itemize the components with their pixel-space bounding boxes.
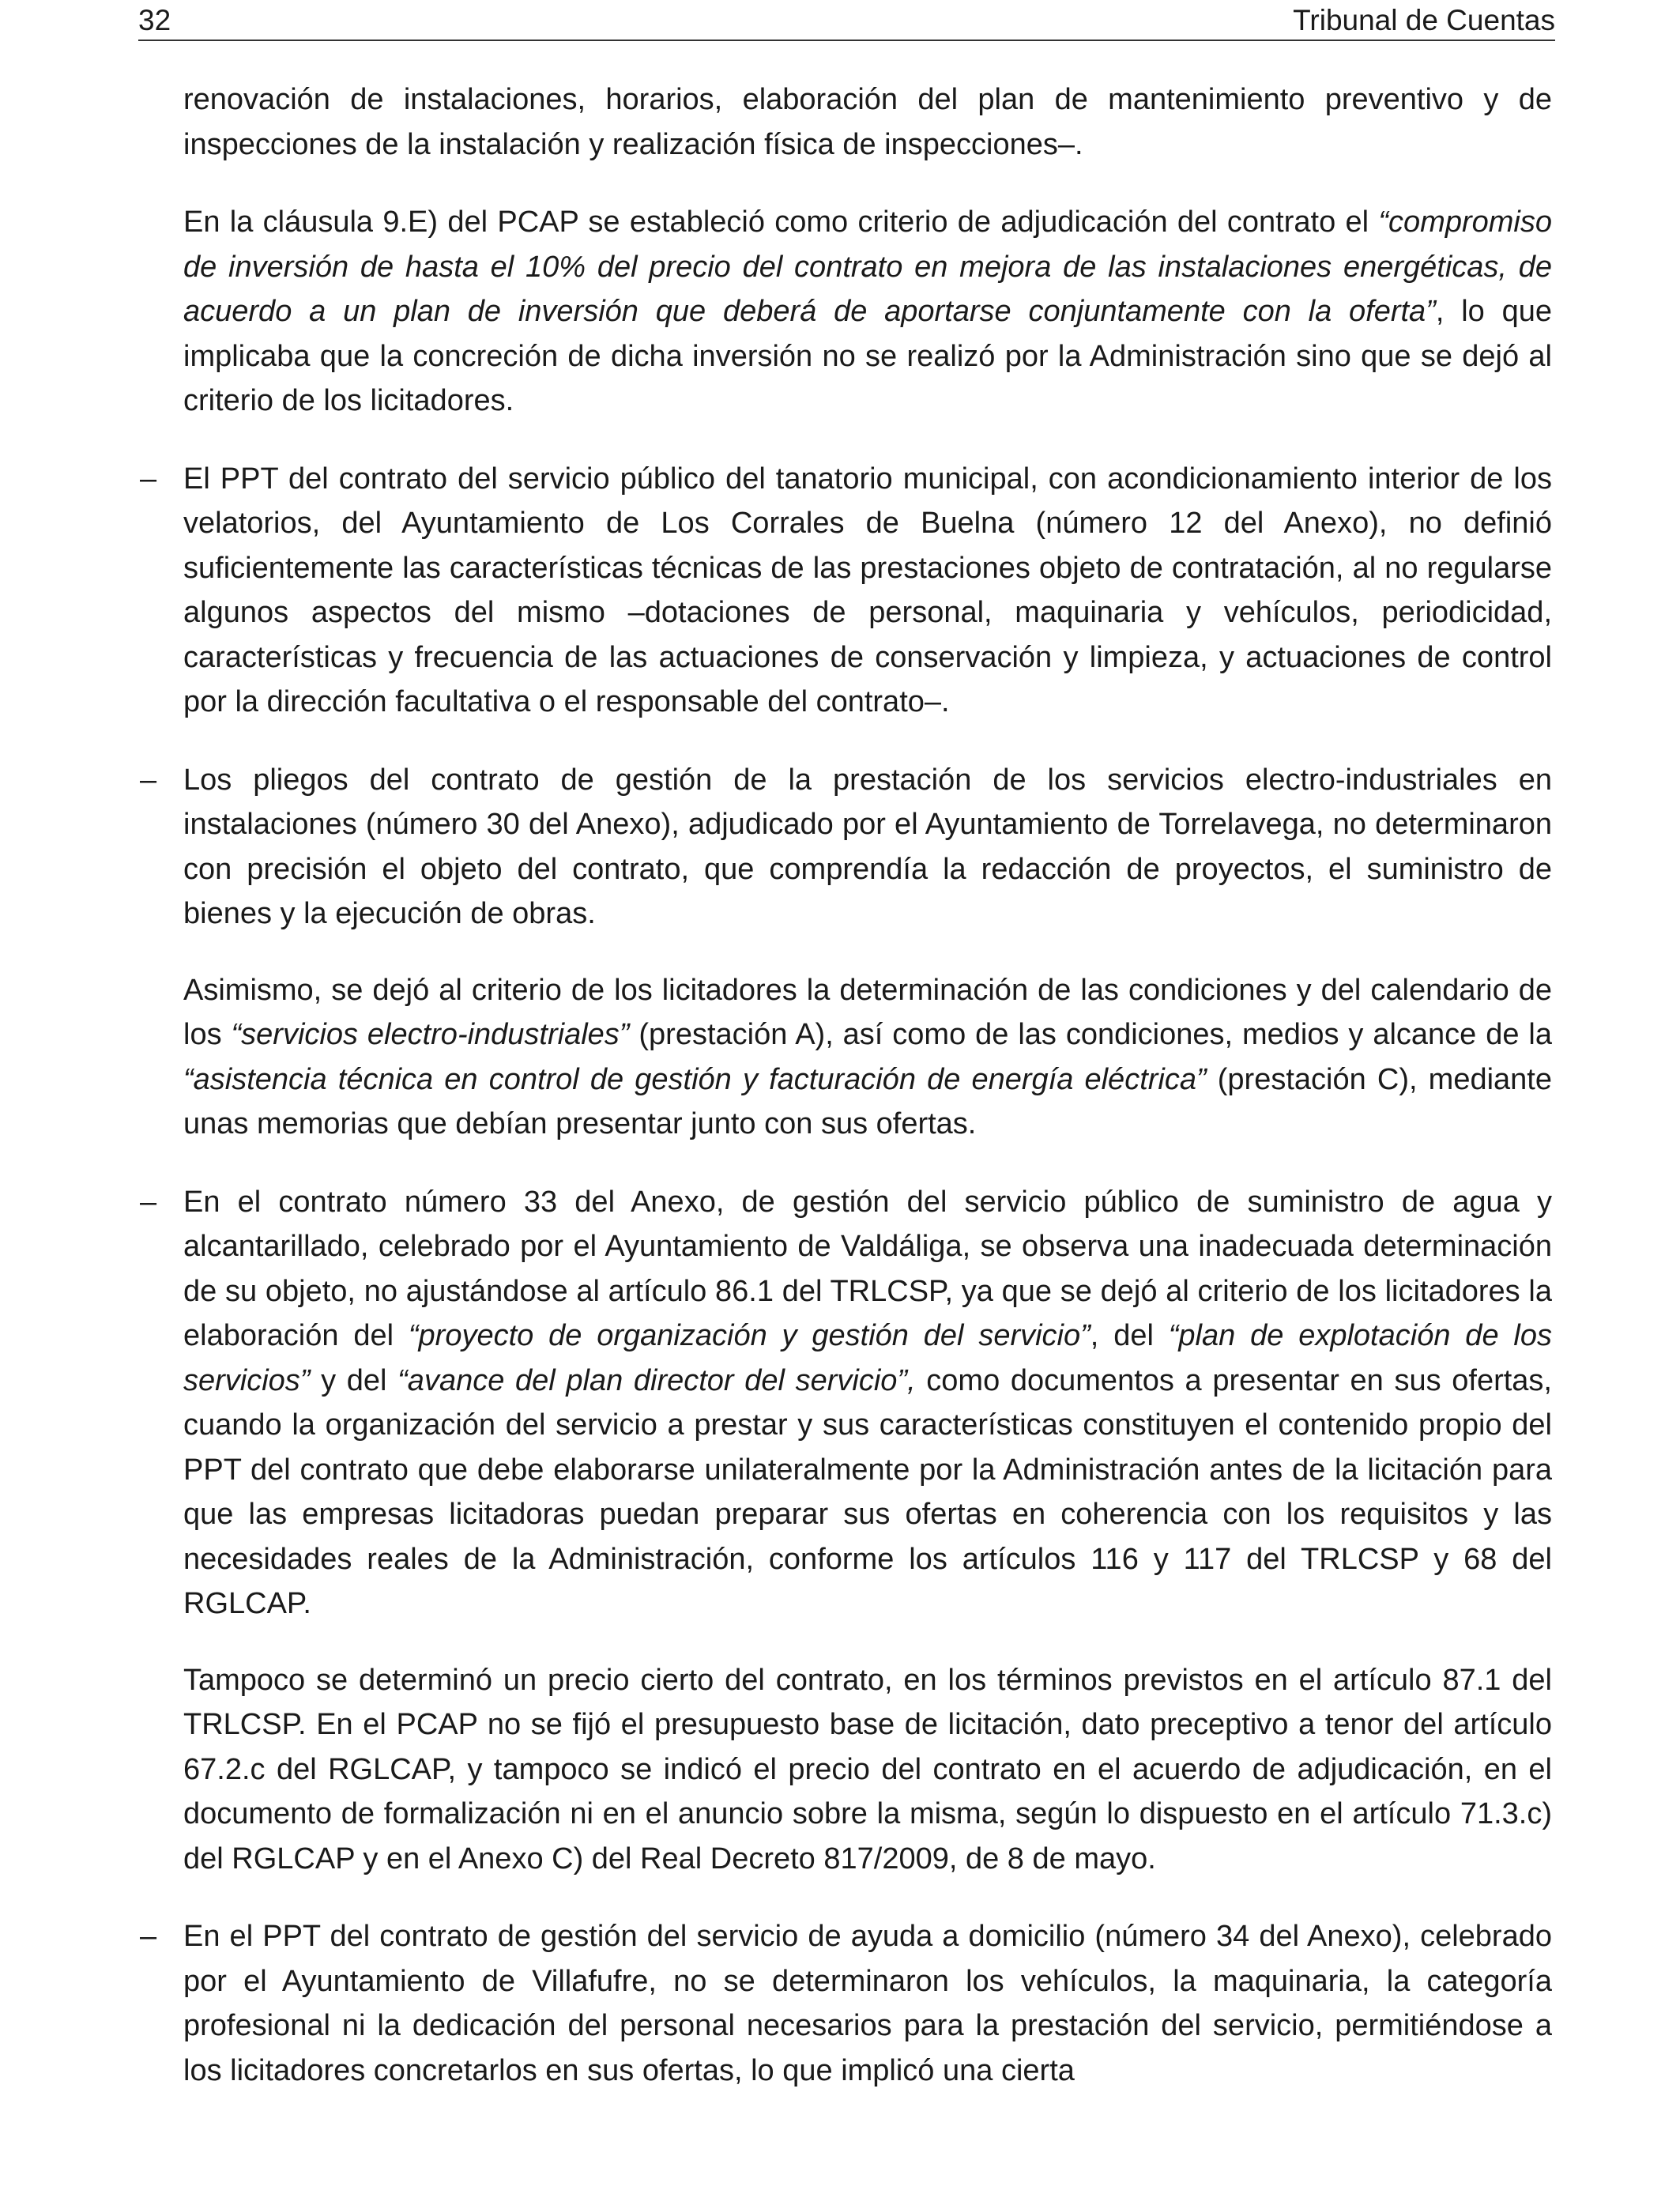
paragraph-continuation: renovación de instalaciones, horarios, elaboración del plan de mantenimiento preventivo y de inspecciones de la instalación y realización física de inspecciones–. [183, 83, 1552, 161]
document-body [140, 77, 1553, 2093]
dash-bullet: – [140, 1920, 157, 1953]
bullet-text: , del [1090, 1319, 1169, 1352]
paragraph-pcap-criterion [183, 200, 1552, 424]
bullet-text: En el PPT del contrato de gestión del servicio de ayuda a domicilio (número 34 del Anexo), celebrado por el Ayuntamiento de Villafufre, no se determinaron los vehículos, la maquinaria, la categoría profesional ni la dedicación del personal necesarios para la prestación del servicio, permitiéndose a los licitadores concretarlos en sus ofertas, lo que implicó una cierta [183, 1920, 1552, 2087]
bullet-text: Los pliegos del contrato de gestión de la prestación de los servicios electro-industriales en instalaciones (número 30 del Anexo), adjudicado por el Ayuntamiento de Torrelavega, no determinaron con precisión el objeto del contrato, que comprendía la redacción de proyectos, el suministro de bienes y la ejecución de obras. [183, 763, 1552, 930]
paragraph-text: En la cláusula 9.E) del PCAP se estableció como criterio de adjudicación del contrato el [183, 205, 1379, 239]
bullet-item-tanatorio [140, 457, 1552, 725]
paragraph-text: , lo que implicaba que la concreción de dicha inversión no se realizó por la Administración sino que se dejó al criterio de los licitadores. [183, 295, 1553, 417]
bullet-text: En el contrato número 33 del Anexo, de gestión del servicio público de suministro de agua y alcantarillado, celebrado por el Ayuntamiento de Valdáliga, se observa una inadecuada determinación de su objeto, no ajustándose al artículo 86.1 del TRLCSP, ya que se dejó al criterio de los licitadores la elaboración del [183, 1185, 1552, 1352]
quoted-text: “asistencia técnica en control de gestión y facturación de energía eléctrica” [183, 1062, 1207, 1096]
paragraph-precio: Tampoco se determinó un precio cierto del contrato, en los términos previstos en el artículo 87.1 del TRLCSP. En el PCAP no se fijó el presupuesto base de licitación, dato preceptivo a tenor del artículo 67.2.c del RGLCAP, y tampoco se indicó el precio del contrato en el acuerdo de adjudicación, en el documento de formalización ni en el anuncio sobre la misma, según lo dispuesto en el artículo 71.3.c) del RGLCAP y en el Anexo C) del Real Decreto 817/2009, de 8 de mayo. [183, 1663, 1552, 1875]
running-head-title: Tribunal de Cuentas [1293, 4, 1555, 36]
paragraph-text: Asimismo, se dejó al criterio de los licitadores la determinación de las condiciones y del calendario de los [183, 973, 1552, 1051]
quoted-text: “proyecto de organización y gestión del servicio” [408, 1319, 1090, 1352]
quoted-text: “plan de explotación de los servicios” [183, 1319, 1552, 1397]
quoted-text: “servicios electro-industriales” [231, 1018, 630, 1051]
bullet-item-villafufre [140, 1914, 1552, 2093]
paragraph-asimismo [183, 968, 1552, 1147]
paragraph-text: (prestación C), mediante unas memorias que debían presentar junto con sus ofertas. [183, 1062, 1552, 1140]
dash-bullet: – [140, 763, 157, 797]
paragraph-text: (prestación A), así como de las condiciones, medios y alcance de la [629, 1018, 1552, 1051]
bullet-text: El PPT del contrato del servicio público del tanatorio municipal, con acondicionamiento interior de los velatorios, del Ayuntamiento de Los Corrales de Buelna (número 12 del Anexo), no definió suficientemente las características técnicas de las prestaciones objeto de contratación, al no regularse algunos aspectos del mismo –dotaciones de personal, maquinaria y vehículos, periodicidad, características y frecuencia de las actuaciones de conservación y limpieza, y actuaciones de control por la dirección facultativa o el responsable del contrato–. [183, 462, 1552, 718]
dash-bullet: – [140, 462, 157, 496]
dash-bullet: – [140, 1185, 157, 1219]
quoted-text: “avance del plan director del servicio”, [397, 1363, 916, 1397]
page-number: 32 [138, 4, 171, 36]
bullet-item-torrelavega [140, 758, 1552, 937]
bullet-text: y del [310, 1363, 398, 1397]
page-header [138, 0, 1555, 41]
bullet-text: como documentos a presentar en sus ofertas, cuando la organización del servicio a prestar y sus características constituyen el contenido propio del PPT del contrato que debe elaborarse unilateralmente por la Administración antes de la licitación para que las empresas licitadoras puedan preparar sus ofertas en coherencia con los requisitos y las necesidades reales de la Administración, conforme los artículos 116 y 117 del TRLCSP y 68 del RGLCAP. [183, 1363, 1552, 1620]
bullet-item-valdaliga [140, 1180, 1552, 1627]
quoted-text: “compromiso de inversión de hasta el 10% del precio del contrato en mejora de las instalaciones energéticas, de acuerdo a un plan de inversión que deberá de aportarse conjuntamente con la oferta” [183, 205, 1552, 328]
